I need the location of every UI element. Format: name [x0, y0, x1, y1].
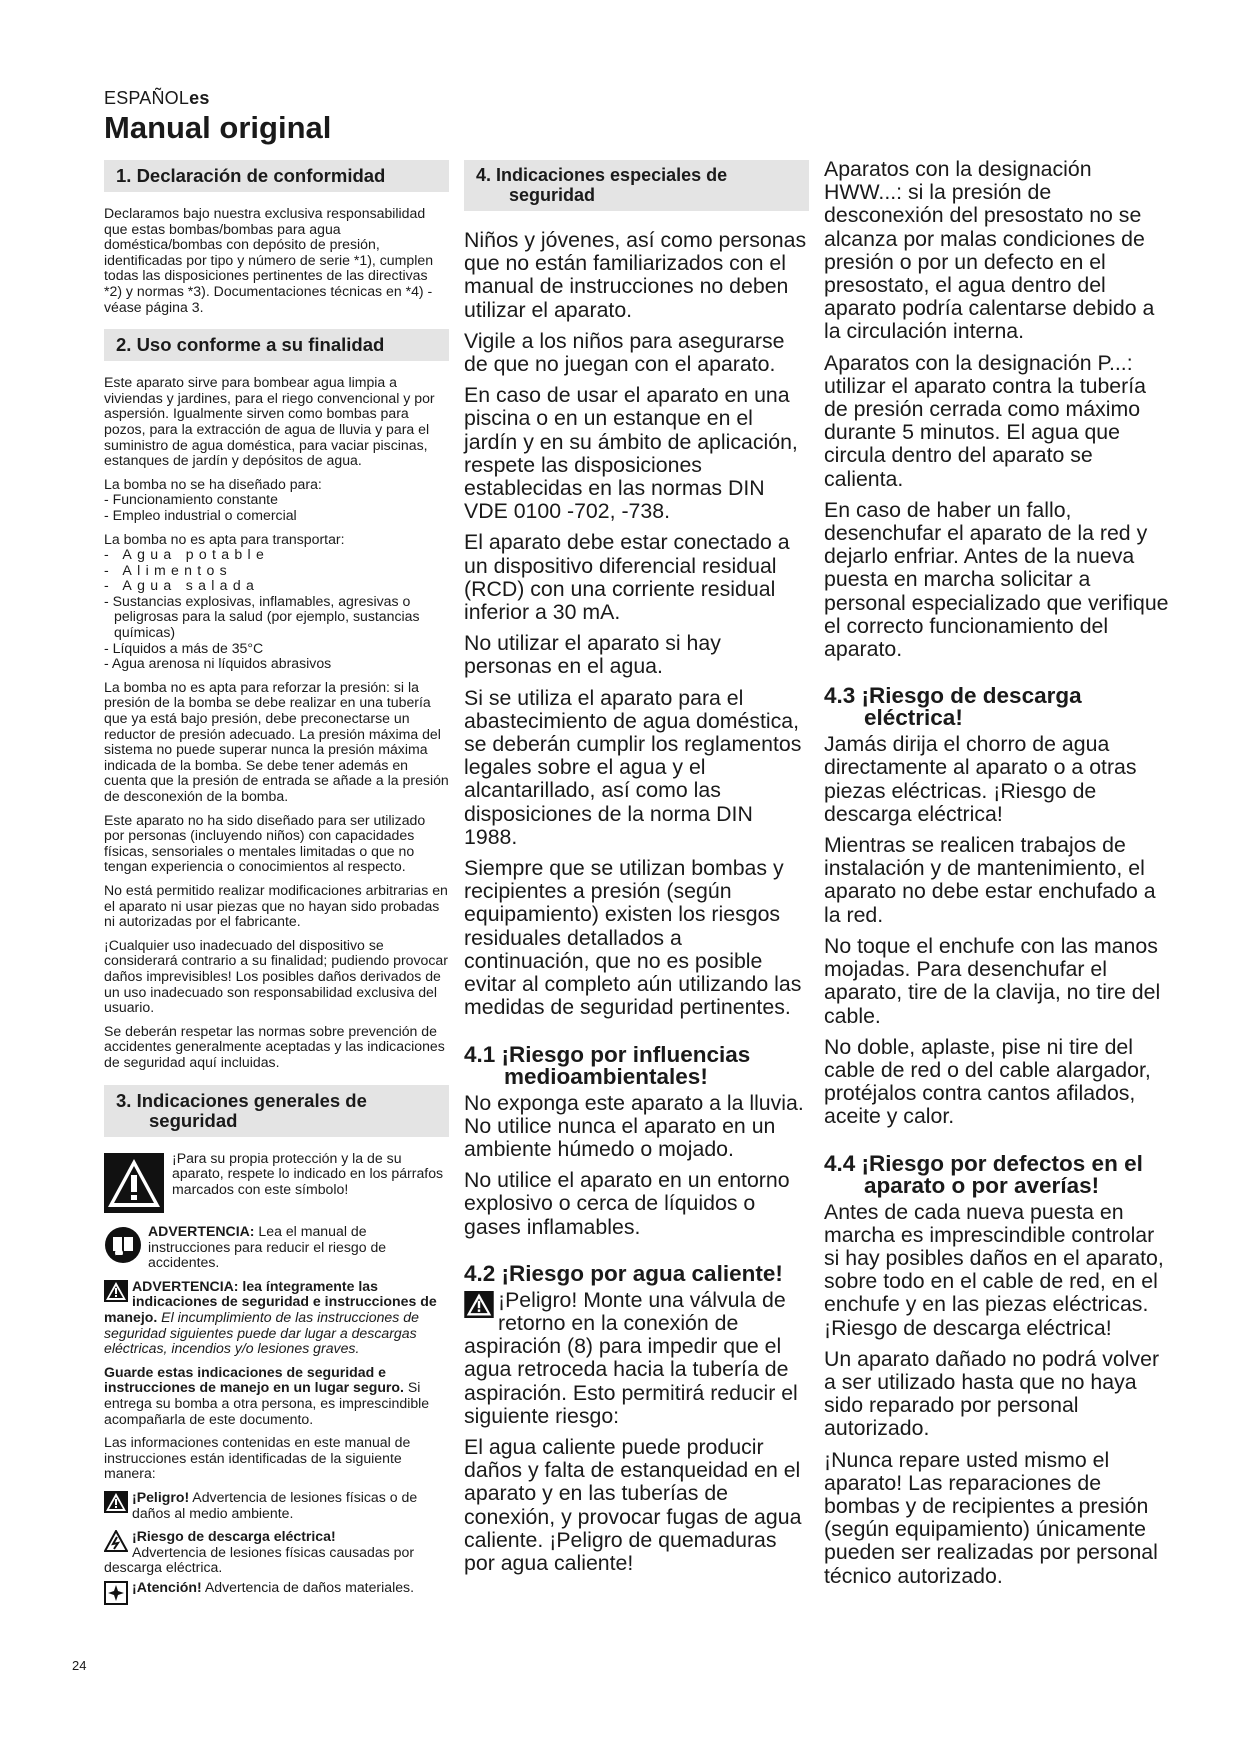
- list-item: - Agua arenosa ni líquidos abrasivos: [104, 655, 332, 672]
- page-title: Manual original: [104, 110, 332, 145]
- keep-instructions-paragraph: [104, 1365, 449, 1427]
- read-safety-bold: ADVERTENCIA: lea íntegramente las indicaciones de seguridad e instrucciones de manejo.: [104, 1278, 437, 1326]
- section-4-3-title-line1: 4.3 ¡Riesgo de descarga: [824, 683, 1082, 709]
- keep-instructions-body: Si entrega su bomba a otra persona, es imprescindible acompañarla de este documento.: [104, 1379, 430, 1427]
- read-manual-row: [104, 1224, 449, 1271]
- section-4-4-heading: [824, 1150, 1169, 1198]
- section-2-p3-intro: La bomba no es apta para transportar:: [104, 530, 345, 547]
- keep-instructions-bold: Guarde estas indicaciones de seguridad e instrucciones de manejo en un lugar seguro.: [104, 1363, 404, 1396]
- language-label: [104, 88, 210, 109]
- column-3-p3: En caso de haber un fallo, desenchufar el aparato de la red y dejarlo enfriar. Antes de la nueva puesta en marcha solicitar a personal especializado que verifique el correcto funcionamiento del aparato.: [824, 497, 1169, 662]
- section-4-2-heading: 4.2 ¡Riesgo por agua caliente!: [464, 1260, 783, 1286]
- attention-legend: [104, 1580, 449, 1609]
- section-1-heading: 1. Declaración de conformidad: [104, 160, 449, 192]
- column-3-p1: Aparatos con la designación HWW...: si la presión de desconexión del presostato no se alcanza por malas condiciones de presión o por un defecto en el presostato, el agua dentro del aparato podría calentarse debido a la circulación interna.: [824, 157, 1155, 344]
- column-3-p2: Aparatos con la designación P...: utilizar el aparato contra la tubería de presión cerrada como máximo durante 5 minutos. El agua que circula dentro del aparato se calienta.: [824, 350, 1147, 491]
- information-paragraph: Las informaciones contenidas en este manual de instrucciones están identificadas de la siguiente manera:: [104, 1434, 411, 1482]
- section-4-3-heading: [824, 685, 1169, 729]
- list-item: - Agua potable: [104, 546, 270, 563]
- page-number: 24: [72, 1658, 87, 1673]
- section-3-title-line2: seguridad: [149, 1109, 238, 1131]
- section-4-3-p4: No doble, aplaste, pise ni tire del cable de red o del cable alargador, protéjalos contra cantos afilados, aceite y calor.: [824, 1034, 1151, 1129]
- section-4-2-p1: [464, 1289, 809, 1428]
- section-2-p4: La bomba no es apta para reforzar la presión: si la presión de la bomba se debe realizar en una tubería que ya está bajo presión, debe preconectarse un reductor de presión adecuado. La presión máxima del sistema no puede superar nunca la presión máxima indicada de la bomba. Se debe tener además en cuenta que la presión de entrada se añade a la presión de desconexión de la bomba.: [104, 678, 449, 804]
- section-4-p4: El aparato debe estar conectado a un dispositivo diferencial residual (RCD) con una corriente residual inferior a 30 mA.: [464, 530, 790, 625]
- section-4-3-p3: No toque el enchufe con las manos mojadas. Para desenchufar el aparato, tire de la clavija, no tire del cable.: [824, 933, 1161, 1028]
- section-1-text: Declaramos bajo nuestra exclusiva responsabilidad que estas bombas/bombas para agua doméstica/bombas con depósito de presión, identificadas por tipo y número de serie *1), cumplen todas las disposiciones pertinentes de las directivas *2) y normas *3). Documentaciones técnicas en *4) - véase página 3.: [104, 205, 434, 315]
- attention-legend-bold: ¡Atención!: [132, 1579, 202, 1595]
- section-4-4-p2: Un aparato dañado no podrá volver a ser utilizado hasta que no haya sido reparado por personal autorizado.: [824, 1346, 1160, 1441]
- section-4-p2: Vigile a los niños para asegurarse de que no juegan con el aparato.: [464, 328, 785, 377]
- section-4-1-p2: No utilice el aparato en un entorno explosivo o cerca de líquidos o gases inflamables.: [464, 1168, 790, 1239]
- read-manual-bold: ADVERTENCIA:: [148, 1223, 255, 1240]
- electric-shock-legend-bold: ¡Riesgo de descarga eléctrica!: [132, 1528, 336, 1545]
- electric-shock-icon: [104, 1530, 128, 1556]
- section-4-p5: No utilizar el aparato si hay personas en el agua.: [464, 631, 721, 679]
- section-2-p6: No está permitido realizar modificaciones arbitrarias en el aparato ni usar piezas que no hayan sido probadas ni autorizadas por el fabricante.: [104, 881, 448, 930]
- section-2-p7: ¡Cualquier uso inadecuado del dispositivo se considerará contrario a su finalidad; pudiendo provocar daños imprevisibles! Los posibles daños derivados de un uso inadecuado son responsabilidad exclusiva del usuario.: [104, 936, 448, 1016]
- read-manual-icon: [104, 1226, 142, 1268]
- list-item: - Sustancias explosivas, inflamables, agresivas o peligrosas para la salud (por ejemplo, sustancias químicas): [104, 592, 420, 641]
- section-4-1-title-line1: 4.1 ¡Riesgo por influencias: [464, 1041, 751, 1067]
- column-3: [824, 158, 1169, 1596]
- section-4-p6: Si se utiliza el aparato para el abastecimiento de agua doméstica, se deberán cumplir los reglamentos legales sobre el agua y el alcantarillado, así como las disposiciones de la norma DIN 1988.: [464, 685, 802, 849]
- read-safety-italic: El incumplimiento de las instrucciones de seguridad siguientes puede dar lugar a descargas eléctricas, incendios y/o lesiones graves.: [104, 1309, 419, 1357]
- section-2-p2-intro: La bomba no se ha diseñado para:: [104, 475, 322, 492]
- not-designed-list: [104, 492, 449, 523]
- section-4-1-heading: [464, 1041, 809, 1089]
- section-4-title-line2: seguridad: [509, 184, 596, 205]
- section-4-4-p1: Antes de cada nueva puesta en marcha es imprescindible controlar si hay posibles daños en el aparato, sobre todo en el cable de red, en el enchufe y en las piezas eléctricas. ¡Riesgo de descarga eléctrica!: [824, 1199, 1164, 1340]
- attention-icon: [104, 1581, 128, 1609]
- section-4-4-p3: ¡Nunca repare usted mismo el aparato! Las reparaciones de bombas y de recipientes a presión (según equipamiento) únicamente pueden ser realizadas por personal técnico autorizado.: [824, 1447, 1158, 1588]
- section-4-2-p2: El agua caliente puede producir daños y falta de estanqueidad en el aparato y en las tuberías de conexión, y provocar fugas de agua caliente. ¡Peligro de quemaduras por agua caliente!: [464, 1434, 802, 1575]
- section-3-heading: [104, 1085, 449, 1137]
- list-item: - Líquidos a más de 35°C: [104, 639, 264, 656]
- section-4-1-title-line2: medioambientales!: [504, 1063, 708, 1089]
- general-warning-row: [104, 1151, 449, 1217]
- section-4-3-p1: Jamás dirija el chorro de agua directamente al aparato o a otras piezas eléctricas. ¡Riesgo de descarga eléctrica!: [824, 732, 1137, 826]
- read-manual-text: [148, 1224, 449, 1271]
- not-suitable-list: [104, 547, 449, 672]
- section-4-2-p1-text: ¡Peligro! Monte una válvula de retorno en la conexión de aspiración (8) para impedir que el agua retroceda hacia la tubería de aspiración. Esto permitirá reducir el siguiente riesgo:: [464, 1288, 798, 1428]
- danger-legend: [104, 1490, 449, 1521]
- list-item: - Alimentos: [104, 561, 233, 578]
- general-warning-text: ¡Para su propia protección y la de su aparato, respete lo indicado en los párrafos marcados con este símbolo!: [172, 1149, 444, 1197]
- section-4-p3: En caso de usar el aparato en una piscina o en un estanque en el jardín y en su ámbito de aplicación, respete las disposiciones establecidas en las normas DIN VDE 0100 -702, -738.: [464, 383, 798, 524]
- section-2-p5: Este aparato no ha sido diseñado para ser utilizado por personas (incluyendo niños) con capacidades físicas, sensoriales o mentales limitadas o que no tengan experiencia o conocimientos al respecto.: [104, 811, 426, 875]
- read-manual-body: Lea el manual de instrucciones para reducir el riesgo de accidentes.: [148, 1223, 387, 1271]
- list-item: - Funcionamiento constante: [104, 491, 278, 508]
- section-4-4-title-line2: aparato o por averías!: [864, 1172, 1100, 1198]
- section-4-1-p1: No exponga este aparato a la lluvia. No utilice nunca el aparato en un ambiente húmedo o mojado.: [464, 1090, 804, 1161]
- section-2-p8: Se deberán respetar las normas sobre prevención de accidentes generalmente aceptadas y las indicaciones de seguridad aquí incluidas.: [104, 1022, 445, 1070]
- section-2-heading: 2. Uso conforme a su finalidad: [104, 329, 449, 361]
- danger-legend-body: Advertencia de lesiones físicas o de daños al medio ambiente.: [132, 1490, 418, 1521]
- section-3-title-line1: 3. Indicaciones generales de: [116, 1089, 367, 1111]
- danger-legend-bold: ¡Peligro!: [132, 1490, 190, 1505]
- list-item: - Agua salada: [104, 577, 260, 594]
- column-1: [104, 160, 449, 1617]
- warning-triangle-icon: [104, 1280, 128, 1306]
- section-4-4-title-line1: 4.4 ¡Riesgo por defectos en el: [824, 1150, 1143, 1176]
- column-2: [464, 160, 809, 1583]
- list-item: - Empleo industrial o comercial: [104, 506, 297, 523]
- section-4-p1: Niños y jóvenes, así como personas que no están familiarizados con el manual de instrucciones no deben utilizar el aparato.: [464, 228, 807, 322]
- language-code: es: [189, 88, 210, 108]
- section-4-heading: [464, 160, 809, 211]
- language-name: ESPAÑOL: [104, 88, 190, 108]
- electric-shock-legend-body: Advertencia de lesiones físicas causadas por descarga eléctrica.: [104, 1543, 415, 1576]
- warning-triangle-icon: [104, 1153, 164, 1217]
- read-safety-paragraph: [104, 1279, 449, 1357]
- attention-legend-body: Advertencia de daños materiales.: [201, 1579, 415, 1595]
- electric-shock-legend: [104, 1529, 449, 1576]
- section-4-p7: Siempre que se utilizan bombas y recipientes a presión (según equipamiento) existen los riesgos residuales detallados a continuación, que no es posible evitar al completo aún utilizando las medidas de seguridad pertinentes.: [464, 856, 802, 1020]
- warning-triangle-icon: [104, 1491, 128, 1517]
- section-4-3-title-line2: eléctrica!: [864, 705, 963, 731]
- section-4-3-p2: Mientras se realicen trabajos de instalación y de mantenimiento, el aparato no debe estar enchufado a la red.: [824, 833, 1156, 927]
- section-4-title-line1: 4. Indicaciones especiales de: [476, 165, 728, 185]
- section-2-p1: Este aparato sirve para bombear agua limpia a viviendas y jardines, para el riego convencional y por aspersión. Igualmente sirven como bombas para pozos, para la extracción de agua de lluvia y para el suministro de agua doméstica, para vaciar piscinas, estanques de jardín y depósitos de agua.: [104, 374, 435, 469]
- warning-triangle-icon: [464, 1291, 494, 1323]
